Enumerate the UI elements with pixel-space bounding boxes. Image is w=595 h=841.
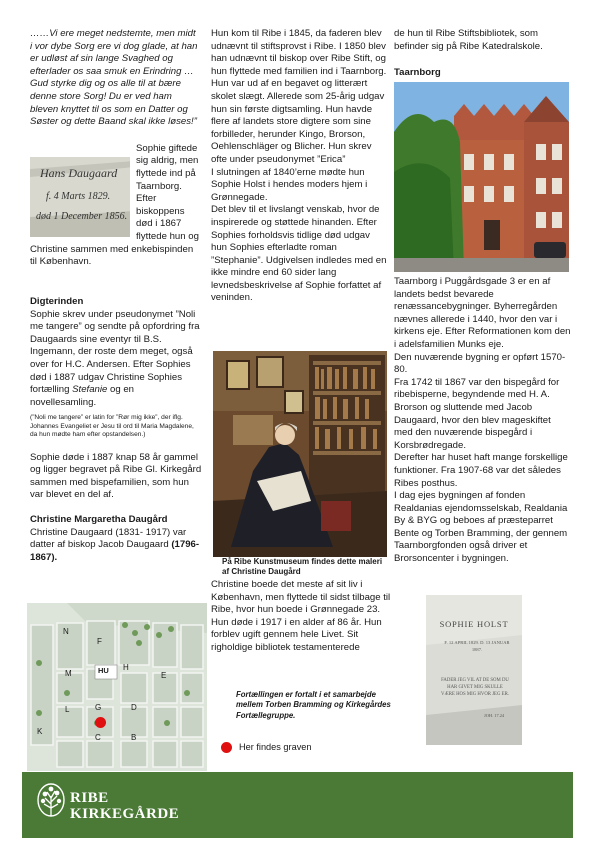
friendship-paragraph: Det blev til et livslangt venskab, hvor de inspirerede og støttede hinanden. Efter Sophies forholdsvis tidlige død udgav hun Sophies efterladte roman ”Stephanie”. Udgivelsen indledes med en ikke mindre end 60 sider lang levnedsbeskrivelse af Sophie forfattet af veninden. [211, 204, 387, 304]
heading-christine: Christine Margaretha Daugård [30, 513, 168, 525]
taarnborg-bispegaard-paragraph: Fra 1742 til 1867 var den bispegård for ribebisperne, begyndende med H. A. Brorson og sluttende med Jacob Daugaard, hvor den blev mageskiftet med den nuværende bispegård i Korsbrødregade. [394, 376, 560, 451]
map-label-f: F [97, 637, 102, 646]
map-label-k: K [37, 727, 43, 736]
legend-red-dot [221, 742, 232, 753]
noli-note: (”Noli me tangere” er latin for ”Rør mig ikke”, der iflg. Johannes Evangeliet er Jesu til ord til Maria Magdalene, da hun mødte ham efter opstandelsen.) [30, 414, 194, 439]
map-label-d: D [131, 703, 137, 712]
taarnborg-today-paragraph: I dag ejes bygningen af fonden Realdanias ejendomsselskab, Realdania By & BYG og beboes af præsteparret Bente og Torben Bramming, der gennem Taarnborgfonden også driver et Brorsoncenter i bygningen. [394, 490, 568, 565]
stone-bible-ref: JOH. 17.24 [484, 713, 505, 718]
christine-death-paragraph: Hun døde i 1917 i en alder af 86 år. Hun forblev ugift gennem hele Livet. Sit righoldige bibliotek testamenterede [211, 616, 382, 653]
map-label-m: M [65, 669, 72, 678]
christine-intro-years: (1796-1867). [30, 539, 200, 563]
column-1-lower [30, 296, 202, 564]
column-2-lower [211, 579, 391, 655]
christine-ribe-paragraph: Hun kom til Ribe i 1845, da faderen blev udnævnt til stiftsprovst i Ribe. I 1850 blev han udnævnt til biskop over Ribe Stift, og hun flyttede med familien ind i Taarnborg. [211, 28, 387, 77]
gravestone-photo [30, 157, 130, 237]
digterinden-text-end: og en novellesamling. [30, 384, 135, 408]
christine-meets-sophie-paragraph: I slutningen af 1840’erne mødte hun Sophie Holst i hendes moders hjem i Grønnegade. [211, 166, 368, 203]
stone-name: SOPHIE HOLST [439, 619, 509, 629]
legend-label: Her findes graven [239, 742, 312, 752]
column-3-lower [394, 276, 572, 566]
heading-taarnborg: Taarnborg [394, 67, 441, 79]
column-3 [394, 28, 570, 80]
gravestone-line-3: død 1 December 1856. [36, 210, 128, 222]
taarnborg-intro-paragraph: Taarnborg i Puggårdsgade 3 er en af landets bedst bevarede renæssancebygninger. Byherregården nævnes allerede i 1440, hvor den var i kirkens eje. Efter Reformationen kom den i adelsfamilien Munks eje. [394, 276, 571, 350]
map-label-b: B [131, 733, 137, 742]
gravestone-line-2: f. 4 Marts 1829. [46, 190, 111, 202]
logo-wordmark [70, 790, 179, 822]
library-paragraph: de hun til Ribe Stiftsbibliotek, som befinder sig på Ribe Katedralskole. [394, 28, 543, 52]
christine-intro-text: Christine Daugaard (1831- 1917) var datter af biskop Jacob Daugaard [30, 526, 187, 551]
map-label-hu: HU [98, 666, 109, 675]
tree-logo-icon [36, 782, 66, 822]
painting-caption: På Ribe Kunstmuseum findes dette maleri af Christine Daugård [222, 557, 383, 576]
heading-digterinden: Digterinden [30, 296, 84, 307]
logo-line-2: KIRKEGÅRDE [70, 806, 180, 822]
map-label-c: C [95, 733, 101, 742]
christine-painting [213, 351, 387, 557]
stone-inscription: FADER JEG VIL AT DE SOM DU HAR GIVET MIG SKULLE VÆRE HOS MIG HVOR JEG ER. [441, 678, 509, 698]
map-label-h: H [123, 663, 129, 672]
map-label-l: L [65, 705, 70, 714]
taarnborg-built-paragraph: Den nuværende bygning er opført 1570-80. [394, 351, 566, 376]
digterinden-paragraph [30, 309, 202, 410]
gravestone-line-1: Hans Daugaard [40, 165, 118, 180]
christine-copenhagen-paragraph: Christine boede det meste af sit liv i København, men flyttede til sidst tilbage til Ribe, hvor hun boede i Grønnegade 23. [211, 579, 391, 616]
sophie-text: Sophie giftede sig aldrig, men flyttede ind på Taarnborg. Efter biskoppens død i 1867 flyttede hun og Christine sammen med enkebispinden til København. [30, 142, 199, 268]
cemetery-map [27, 603, 207, 771]
stefanie-title: Stefanie [72, 384, 108, 396]
christine-intro [30, 527, 202, 565]
column-2 [211, 28, 387, 305]
sophie-gravestone-photo [426, 595, 522, 745]
sophie-paragraph [30, 143, 200, 269]
stone-dates: F. 12 APRIL 1829. D. 13 JANUAR 1887. [444, 640, 510, 652]
grave-location-marker [95, 717, 106, 728]
map-label-n: N [63, 627, 69, 636]
taarnborg-functions-paragraph: Derefter har huset haft mange forskellige funktioner. Fra 1907-68 var det således Ribes posthus. [394, 452, 568, 489]
christine-family-paragraph: Hun var ud af en begavet og litterært skolet slægt. Allerede som 25-årig udgav hun sin første digtsamling. Hun havde flere af landets store digtere som sine forbilleder, herunder Kingo, Brorson, Oehlenschläger og Blicher. Hun skrev ofte under pseudonymet ”Erica” [211, 78, 385, 165]
taarnborg-photo [394, 82, 569, 272]
credit-text: Fortællingen er fortalt i et samarbejde mellem Torben Bramming og Kirkegårdes Fortællegruppe. [236, 690, 391, 720]
map-label-e: E [161, 671, 167, 680]
sophie-death-paragraph: Sophie døde i 1887 knap 58 år gammel og ligger begravet på Ribe Gl. Kirkegård sammen med bispefamilien, som hun var blevet en del af. [30, 451, 202, 501]
digterinden-text: Sophie skrev under pseudonymet ”Noli me tangere” og sendte på opfordring fra Daugaards sine eventyr til B.S. Ingemann, der roste dem meget, også over for H.C. Andersen. Efter Sophies død i 1887 udgav Christine Sophies fortælling [30, 308, 200, 396]
map-label-g: G [95, 703, 102, 712]
letter-quote: ……Vi ere meget nedstemte, men midt i vor dybe Sorg ere vi dog glade, at han er udløst af sin lange Svaghed og efterlader os saa smuk en Erindring …Gud styrke dig og os alle til at bære denne store Sorg! Du er ved ham bleven knyttet til os som en Datter og Søster og dette Baand skal ikke løses!” [30, 28, 198, 128]
column-1 [30, 28, 200, 269]
logo-line-1: RIBE [70, 790, 109, 806]
footer-bar [22, 772, 573, 838]
